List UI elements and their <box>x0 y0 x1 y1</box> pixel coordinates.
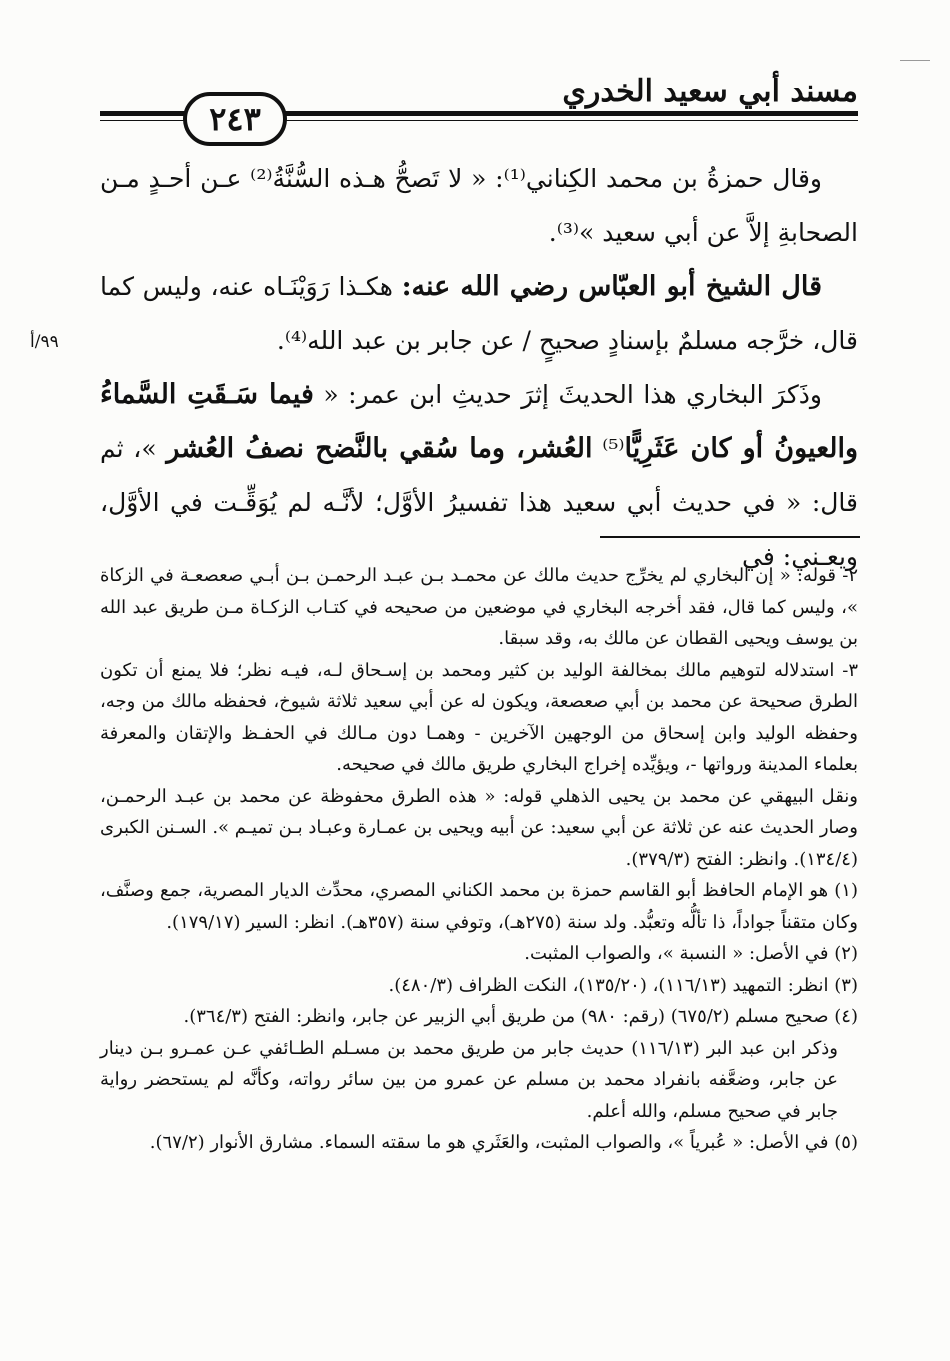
footnote-3-continuation: ونقل البيهقي عن محمد بن يحيى الذهلي قوله: « هذه الطرق محفوظة عن محمد بن عبـد الرحمـن، وصار الحديث عنه عن ثلاثة عن أبي سعيد: عن أبيه ويحيى بن عمـارة وعبـاد بـن تميـم ». السـنن الكبرى (١٣٤/٤). وانظر: الفتح (٣٧٩/٣). <box>100 785 858 870</box>
hadith-quote-part-1: فيما سَـقَتِ السَّماءُ والعيونُ أو كان عَثَرِيًّا <box>100 379 858 464</box>
main-paragraph-2 <box>100 260 858 368</box>
footnote-separator <box>600 536 860 538</box>
main-paragraph-3-rest: »، ثم قال: « في حديث أبي سعيد هذا تفسيرُ الأوَّل؛ لأنَّـه لم يُوَقِّـت في الأوَّل، ويعـني: في <box>100 434 858 571</box>
footnote-3: (٣) انظر: التمهيد (١١٦/١٣)، (١٣٥/٢٠)، النكت الظراف (٤٨٠/٣). <box>388 974 858 996</box>
running-header-title: مسند أبي سعيد الخدري <box>562 74 858 109</box>
main-text <box>100 152 858 584</box>
margin-folio-note: ٩٩/أ <box>30 332 59 352</box>
main-paragraph-2-text: هكـذا رَوَيْنَـاه عنه، وليس كما قال، خرَّجه مسلمٌ بإسنادٍ صحيحٍ / عن جابر بن عبد الله⁽⁴⁾. <box>100 272 858 355</box>
footnote-3-commentary: ٣- استدلاله لتوهيم مالك بمخالفة الوليد بن كثير ومحمد بن إسـحاق لـه، فيـه نظر؛ فلا يمنع أن تكون الطرق صحيحة عن محمد بن أبي صعصعة، ويكون له عن أبي سعيد ثلاثة شيوخ، فحفظه مالك من وجه، وحفظه الوليد وابن إسحاق من الوجهين الآخرين - وهمـا دون مـالك في الحفـظ والإتقان والمعرفة بعلماء المدينة ورواتها -، ويؤيِّده إخراج البخاري طريق مالك في صحيحه. <box>100 659 858 775</box>
main-paragraph-3-intro: وذَكرَ البخاري هذا الحديثَ إثرَ حديثِ ابن عمر: « <box>313 380 822 409</box>
scan-edge-mark <box>900 60 930 61</box>
footnote-ref-5: ⁽⁵⁾ <box>592 434 625 463</box>
footnote-4: (٤) صحيح مسلم (٦٧٥/٢) (رقم: ٩٨٠) من طريق أبي الزبير عن جابر، وانظر: الفتح (٣٦٤/٣). <box>183 1006 858 1027</box>
main-paragraph-3 <box>100 368 858 584</box>
footnote-5: (٥) في الأصل: « عُبرياً »، والصواب المثبت، والعَثَري هو ما سقته السماء. مشارق الأنوار (٦٧/٢). <box>149 1132 858 1153</box>
hadith-quote-part-2: العُشر، وما سُقي بالنَّضح نصفُ العُشر <box>166 433 593 464</box>
footnote-1: (١) هو الإمام الحافظ أبو القاسم حمزة بن محمد الكناني المصري، محدِّث الديار المصرية، جمع وصنَّف، وكان متقناً جواداً، ذا تألُّه وتعبُّد. ولد سنة (٢٧٥هـ)، وتوفي سنة (٣٥٧هـ). انظر: السير (١٧٩/١٧). <box>100 880 858 933</box>
page-number: ٢٤٣ <box>183 92 287 146</box>
footnotes <box>100 560 858 1159</box>
footnote-2-commentary: ٢- قوله: « إن البخاري لم يخرِّج حديث مالك عن محمـد بـن عبـد الرحمـن بـن أبـي صعصعـة في الزكاة »، وليس كما قال، فقد أخرجه البخاري في موضعين من صحيحه في كتـاب الزكـاة مـن طريق عبد الله بن يوسف ويحيى القطان عن مالك به، وقد سبقا. <box>100 565 858 649</box>
footnote-2: (٢) في الأصل: « النسبة »، والصواب المثبت. <box>524 943 858 964</box>
footnote-4-continuation: وذكر ابن عبد البر (١١٦/١٣) حديث جابر من طريق محمد بن مسـلم الطـائفي عـن عمـرو بـن دينار عن جابر، وضعَّفه بانفراد محمد بن مسلم عن عمرو من بين سائر رواته، وكأنَّه لم يستحضر رواية جابر في صحيح مسلم، والله أعلم. <box>100 1037 838 1122</box>
main-paragraph-1: وقال حمزةُ بن محمد الكِناني⁽¹⁾: « لا تَصحُّ هـذه السُّنَّةُ⁽²⁾ عـن أحـدٍ مـن الصحابةِ إلاَّ عن أبي سعيد »⁽³⁾. <box>100 164 858 247</box>
sheikh-statement-heading: قال الشيخ أبو العبّاس رضي الله عنه: <box>401 271 822 302</box>
